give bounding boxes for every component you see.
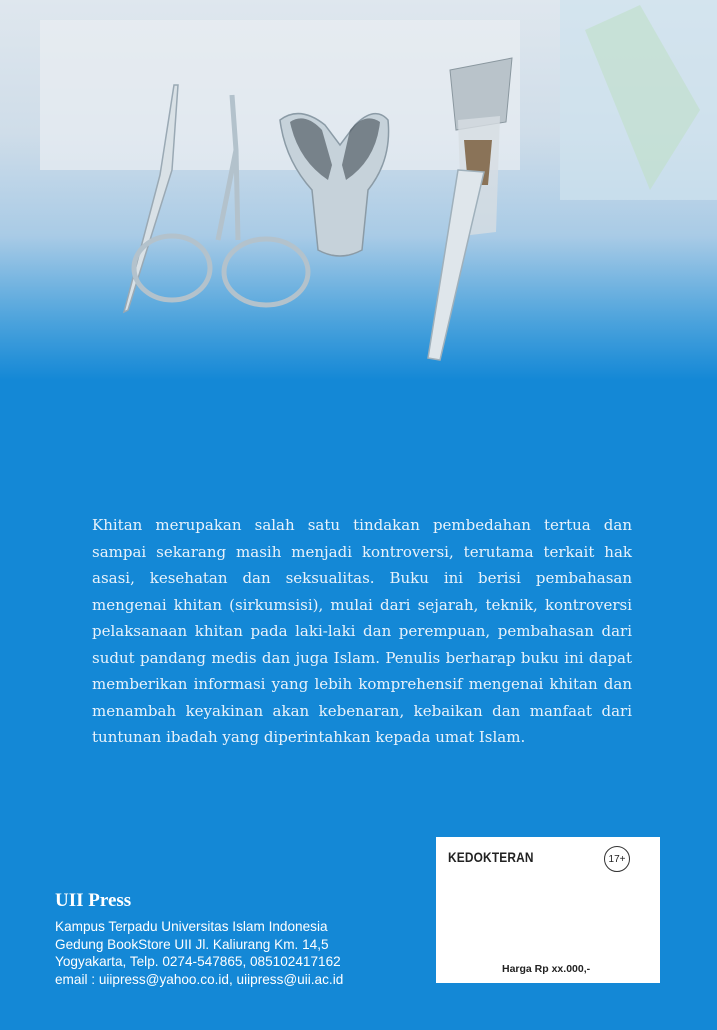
price-label: Harga Rp xx.000,- bbox=[502, 963, 591, 975]
category-label: KEDOKTERAN bbox=[448, 849, 534, 865]
publisher-address-line: Gedung BookStore UII Jl. Kaliurang Km. 14,5 bbox=[55, 936, 329, 952]
publisher-name: UII Press bbox=[55, 890, 132, 911]
publisher-email-line: email : uiipress@yahoo.co.id, uiipress@uii.ac.id bbox=[55, 971, 344, 987]
publisher-address-line: Kampus Terpadu Universitas Islam Indonesia bbox=[55, 919, 328, 934]
publisher-address-line: Yogyakarta, Telp. 0274-547865, 085102417162 bbox=[55, 954, 341, 969]
publisher-block bbox=[55, 890, 343, 988]
book-description: Khitan merupakan salah satu tindakan pembedahan tertua dan sampai sekarang masih menjadi kontroversi, terutama terkait hak asasi, kesehatan dan seksualitas. Buku ini berisi pembahasan mengenai khitan (sirkumsisi), mulai dari sejarah, teknik, kontroversi pelaksanaan khitan pada laki-laki dan perempuan, pembahasan dari sudut pandang medis dan juga Islam. Penulis berharap buku ini dapat memberikan informasi yang lebih komprehensif mengenai khitan dan menambah keyakinan akan kebenaran, kebaikan dan manfaat dari tuntunan ibadah yang diperintahkan kepada umat Islam. bbox=[92, 516, 632, 746]
sterile-pack-shape bbox=[40, 20, 520, 170]
surgical-instruments-photo bbox=[0, 0, 717, 380]
instruments-illustration bbox=[0, 0, 717, 380]
barcode-info-box bbox=[436, 837, 660, 983]
age-rating-badge: 17+ bbox=[604, 846, 630, 872]
